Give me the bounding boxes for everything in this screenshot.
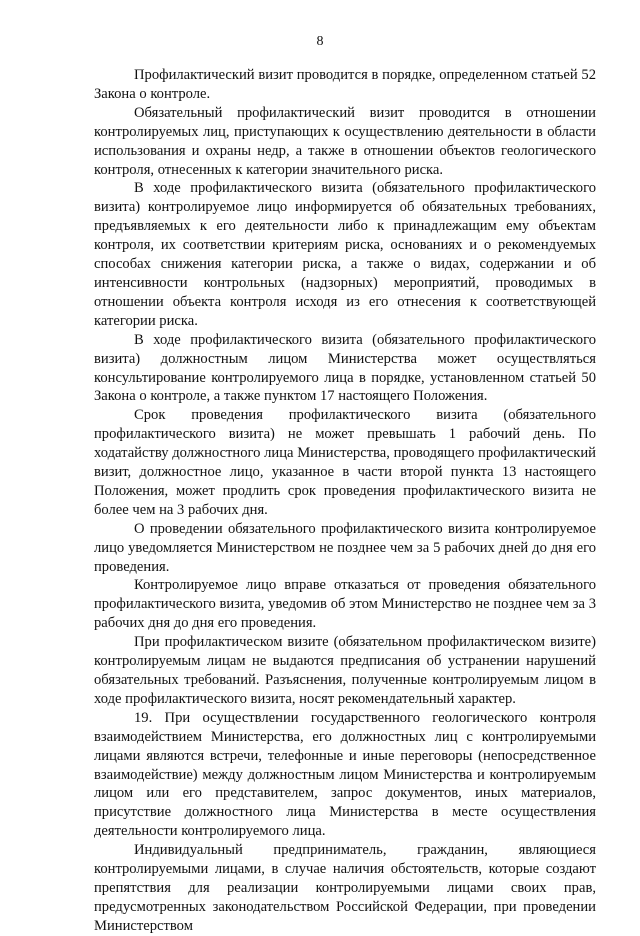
paragraph-visit-refusal: Контролируемое лицо вправе отказаться от проведения обязательного профилактического визита, уведомив об этом Министерство не позднее чем за 3 рабочих дня до дня его проведения.: [94, 577, 596, 632]
document-body: [94, 66, 596, 936]
paragraph-entrepreneur-obstacles: Индивидуальный предприниматель, гражданин, являющиеся контролируемыми лицами, в случае наличия обстоятельств, которые создают препятствия для реализации контролируемыми лицами своих прав, предусмотренных законодательством Российской Федерации, при проведении Министерством: [94, 842, 596, 934]
page-number: 8: [316, 34, 324, 49]
paragraph-visit-procedure: Профилактический визит проводится в порядке, определенном статьей 52 Закона о контроле.: [94, 67, 596, 102]
paragraph-visit-duration: Срок проведения профилактического визита (обязательного профилактического визита) не может превышать 1 рабочий день. По ходатайству должностного лица Министерства, проводящего профилактический визит, должностное лицо, указанное в части второй пункта 13 настоящего Положения, может продлить срок проведения профилактического визита не более чем на 3 рабочих дня.: [94, 407, 596, 518]
paragraph-visit-notification: О проведении обязательного профилактического визита контролируемое лицо уведомляется Министерством не позднее чем за 5 рабочих дней до дня его проведения.: [94, 520, 596, 575]
paragraph-no-orders: При профилактическом визите (обязательном профилактическом визите) контролируемым лицам не выдаются предписания об устранении нарушений обязательных требований. Разъяснения, полученные контролируемым лицом в ходе профилактического визита, носят рекомендательный характер.: [94, 634, 596, 707]
paragraph-item-19-interaction: 19. При осуществлении государственного геологического контроля взаимодействием Министерства, его должностных лиц с контролируемыми лицами являются встречи, телефонные и иные переговоры (непосредственное взаимодействие) между должностным лицом Министерства и контролируемым лицом или его представителем, запрос документов, иных материалов, присутствие должностного лица Министерства в месте осуществления деятельности контролируемого лица.: [94, 709, 596, 840]
paragraph-mandatory-visit: Обязательный профилактический визит проводится в отношении контролируемых лиц, приступающих к осуществлению деятельности в области использования и охраны недр, а также в отношении объектов геологического контроля, отнесенных к категории значительного риска.: [94, 104, 596, 178]
paragraph-visit-consultation: В ходе профилактического визита (обязательного профилактического визита) должностным лицом Министерства может осуществляться консультирование контролируемого лица в порядке, установленном статьей 50 Закона о контроле, а также пунктом 17 настоящего Положения.: [94, 331, 596, 405]
paragraph-visit-information: В ходе профилактического визита (обязательного профилактического визита) контролируемое лицо информируется об обязательных требованиях, предъявляемых к его деятельности либо к принадлежащим ему объектам контроля, их соответствии критериям риска, основаниях и о рекомендуемых способах снижения категории риска, а также о видах, содержании и об интенсивности контрольных (надзорных) мероприятий, проводимых в отношении объекта контроля исходя из его отнесения к соответствующей категории риска.: [94, 180, 596, 329]
